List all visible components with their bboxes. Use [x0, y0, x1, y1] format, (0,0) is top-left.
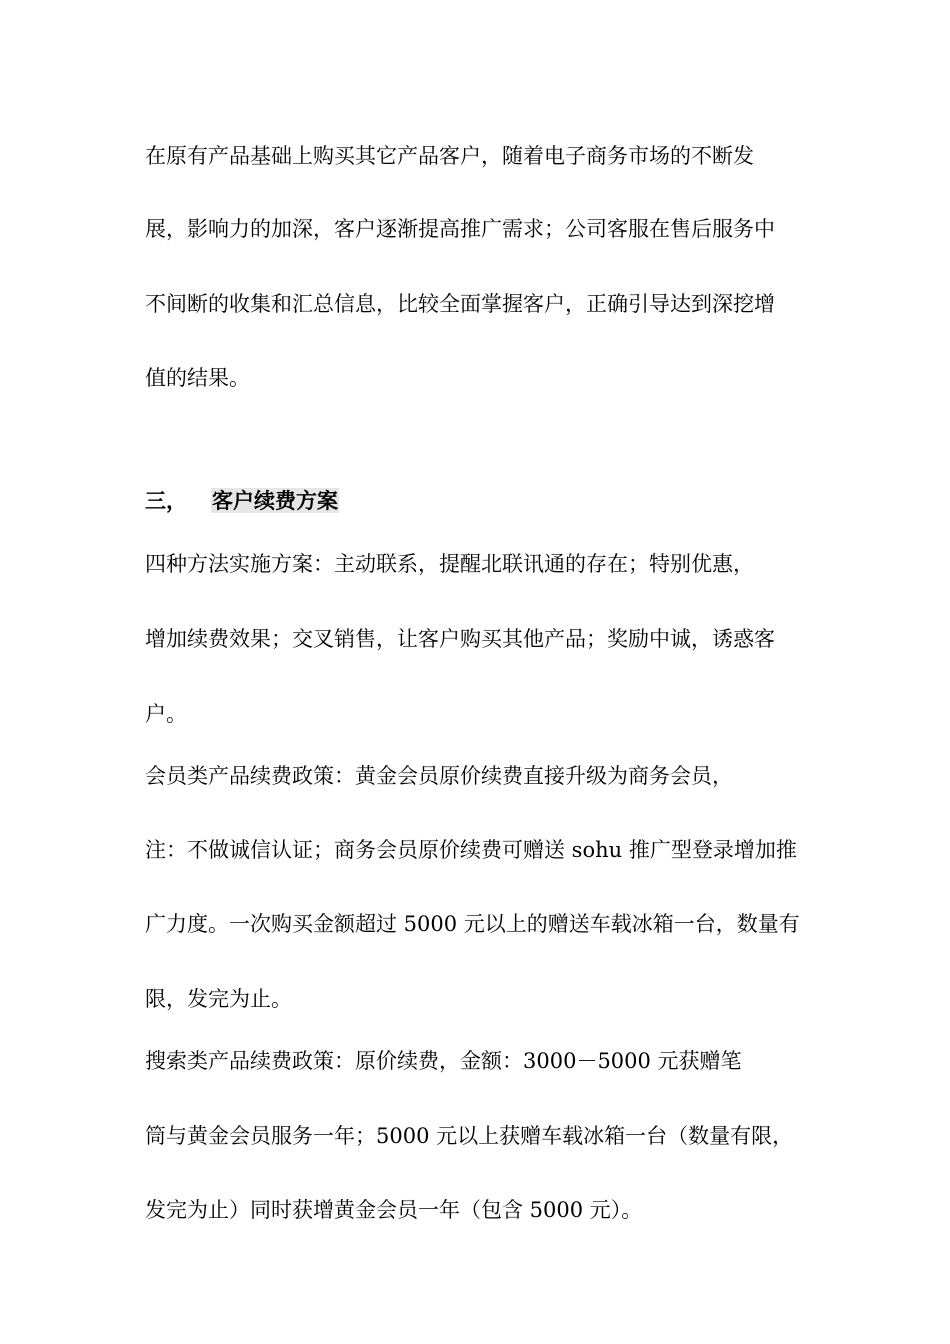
section-heading: [145, 488, 339, 514]
paragraph-4-line-1: 搜索类产品续费政策：原价续费，金额：3000－5000 元获赠笔: [145, 1049, 742, 1073]
paragraph-2-line-1: 四种方法实施方案：主动联系，提醒北联讯通的存在；特别优惠，: [145, 552, 754, 576]
paragraph-1-line-1: 在原有产品基础上购买其它产品客户，随着电子商务市场的不断发: [145, 144, 754, 168]
paragraph-3-line-4: 限，发完为止。: [145, 987, 292, 1011]
section-number: 三，: [145, 488, 187, 513]
paragraph-4-line-3: 发完为止）同时获增黄金会员一年（包含 5000 元）。: [145, 1198, 643, 1222]
paragraph-3-line-3: 广力度。一次购买金额超过 5000 元以上的赠送车载冰箱一台，数量有: [145, 912, 800, 936]
paragraph-1-line-2: 展，影响力的加深，客户逐渐提高推广需求；公司客服在售后服务中: [145, 217, 775, 241]
paragraph-3-line-2: 注：不做诚信认证；商务会员原价续费可赠送 sohu 推广型登录增加推: [145, 838, 797, 862]
paragraph-3-line-1: 会员类产品续费政策：黄金会员原价续费直接升级为商务会员，: [145, 764, 733, 788]
paragraph-1-line-4: 值的结果。: [145, 366, 250, 390]
paragraph-2-line-2: 增加续费效果；交叉销售，让客户购买其他产品；奖励中诚，诱惑客: [145, 627, 775, 651]
paragraph-1-line-3: 不间断的收集和汇总信息，比较全面掌握客户，正确引导达到深挖增: [145, 292, 775, 316]
paragraph-2-line-3: 户。: [145, 702, 187, 726]
section-title: 客户续费方案: [212, 488, 338, 513]
paragraph-4-line-2: 筒与黄金会员服务一年；5000 元以上获赠车载冰箱一台（数量有限，: [145, 1124, 794, 1148]
